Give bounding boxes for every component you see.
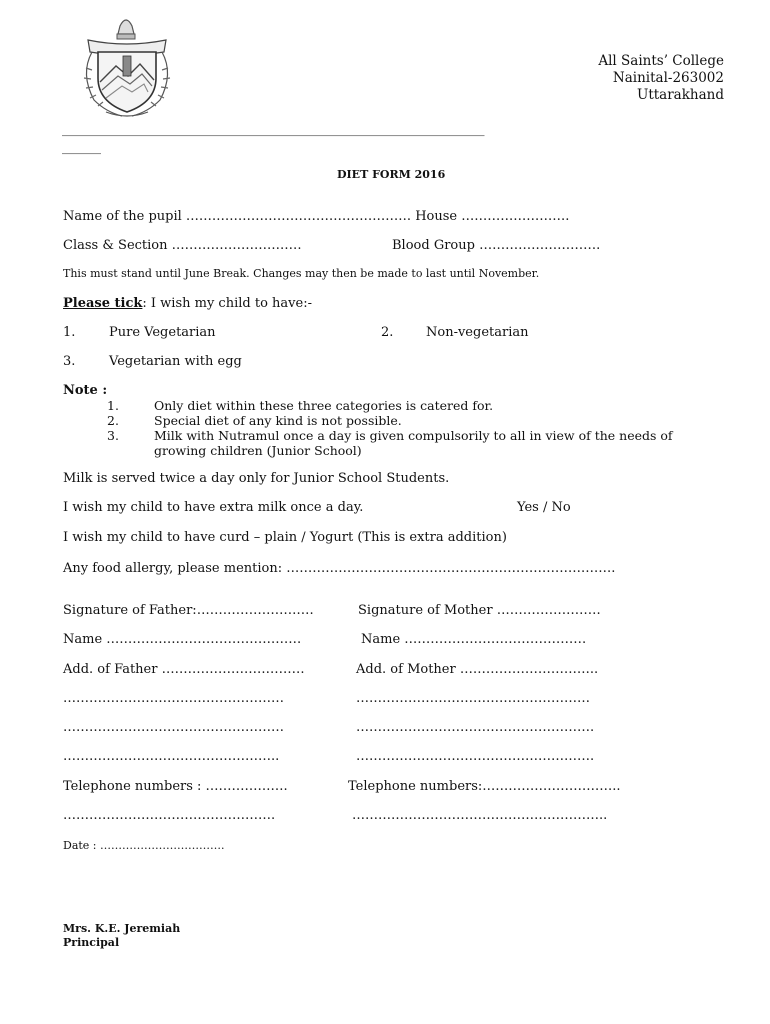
mother-address-line: ……………………………………………… bbox=[356, 691, 590, 706]
father-address-line: …………………………………………… bbox=[63, 720, 284, 735]
please-tick-rest: : I wish my child to have:- bbox=[142, 296, 312, 311]
father-name-field: Name ……………………………………… bbox=[63, 632, 302, 647]
principal-title: Principal bbox=[63, 936, 120, 949]
option-pure-vegetarian: Pure Vegetarian bbox=[109, 325, 216, 340]
college-name: All Saints’ College bbox=[598, 53, 724, 69]
extra-milk-text: I wish my child to have extra milk once a day. bbox=[63, 500, 364, 515]
note-number: 2. bbox=[107, 413, 119, 428]
header-rule-tail: ______ bbox=[62, 140, 101, 155]
father-telephone-line: …………………………………………. bbox=[63, 808, 276, 823]
note-heading: Note : bbox=[63, 383, 108, 398]
father-telephone-field: Telephone numbers : ………………. bbox=[63, 779, 288, 794]
note-text: growing children (Junior School) bbox=[154, 443, 362, 458]
stand-notice: This must stand until June Break. Changes may then be made to last until November. bbox=[63, 267, 540, 280]
father-address-line: …………………………………………… bbox=[63, 691, 284, 706]
mother-telephone-line: ………………………………………………….. bbox=[352, 808, 608, 823]
father-address-line: ………………………………………….. bbox=[63, 749, 280, 764]
extra-milk-yes-no: Yes / No bbox=[517, 500, 571, 515]
form-title: DIET FORM 2016 bbox=[337, 168, 446, 181]
header-rule: _________________________________________________________________ bbox=[62, 122, 485, 137]
option-3-number: 3. bbox=[63, 354, 76, 369]
date-field: Date : ……………………………. bbox=[63, 839, 225, 852]
mother-address-line: ………………………………………………. bbox=[356, 720, 595, 735]
father-address-field: Add. of Father …………………………… bbox=[63, 662, 305, 677]
father-signature-field: Signature of Father:……………………… bbox=[63, 603, 314, 618]
milk-served-text: Milk is served twice a day only for Junior School Students. bbox=[63, 471, 450, 486]
pupil-name-house-field: Name of the pupil ……………………………………………. House ……………………. bbox=[63, 209, 570, 224]
principal-name: Mrs. K.E. Jeremiah bbox=[63, 922, 181, 935]
note-number: 3. bbox=[107, 428, 119, 443]
food-allergy-field: Any food allergy, please mention: …………………………………………………………………. bbox=[63, 561, 616, 576]
mother-address-field: Add. of Mother ………………………….. bbox=[356, 662, 599, 677]
mother-name-field: Name …………………………………… bbox=[361, 632, 587, 647]
college-crest-logo bbox=[76, 12, 178, 120]
class-section-field: Class & Section ………………………… bbox=[63, 238, 302, 253]
college-city: Nainital-263002 bbox=[612, 70, 724, 86]
please-tick-label: Please tick bbox=[63, 296, 143, 311]
option-non-vegetarian: Non-vegetarian bbox=[426, 325, 529, 340]
college-address bbox=[598, 53, 724, 104]
blood-group-field: Blood Group ………………………. bbox=[392, 238, 601, 253]
option-2-number: 2. bbox=[381, 325, 394, 340]
option-1-number: 1. bbox=[63, 325, 76, 340]
note-text: Special diet of any kind is not possible. bbox=[154, 413, 402, 428]
note-number: 1. bbox=[107, 398, 119, 413]
mother-signature-field: Signature of Mother …………………… bbox=[358, 603, 601, 618]
curd-text: I wish my child to have curd – plain / Yogurt (This is extra addition) bbox=[63, 530, 507, 545]
note-text: Only diet within these three categories is catered for. bbox=[154, 398, 494, 413]
please-tick-line bbox=[63, 296, 312, 311]
note-text: Milk with Nutramul once a day is given compulsorily to all in view of the needs of bbox=[154, 428, 673, 443]
mother-telephone-field: Telephone numbers:………………………….. bbox=[348, 779, 621, 794]
mother-address-line: ………………………………………………. bbox=[356, 749, 595, 764]
college-state: Uttarakhand bbox=[636, 87, 724, 103]
option-vegetarian-with-egg: Vegetarian with egg bbox=[109, 354, 242, 369]
